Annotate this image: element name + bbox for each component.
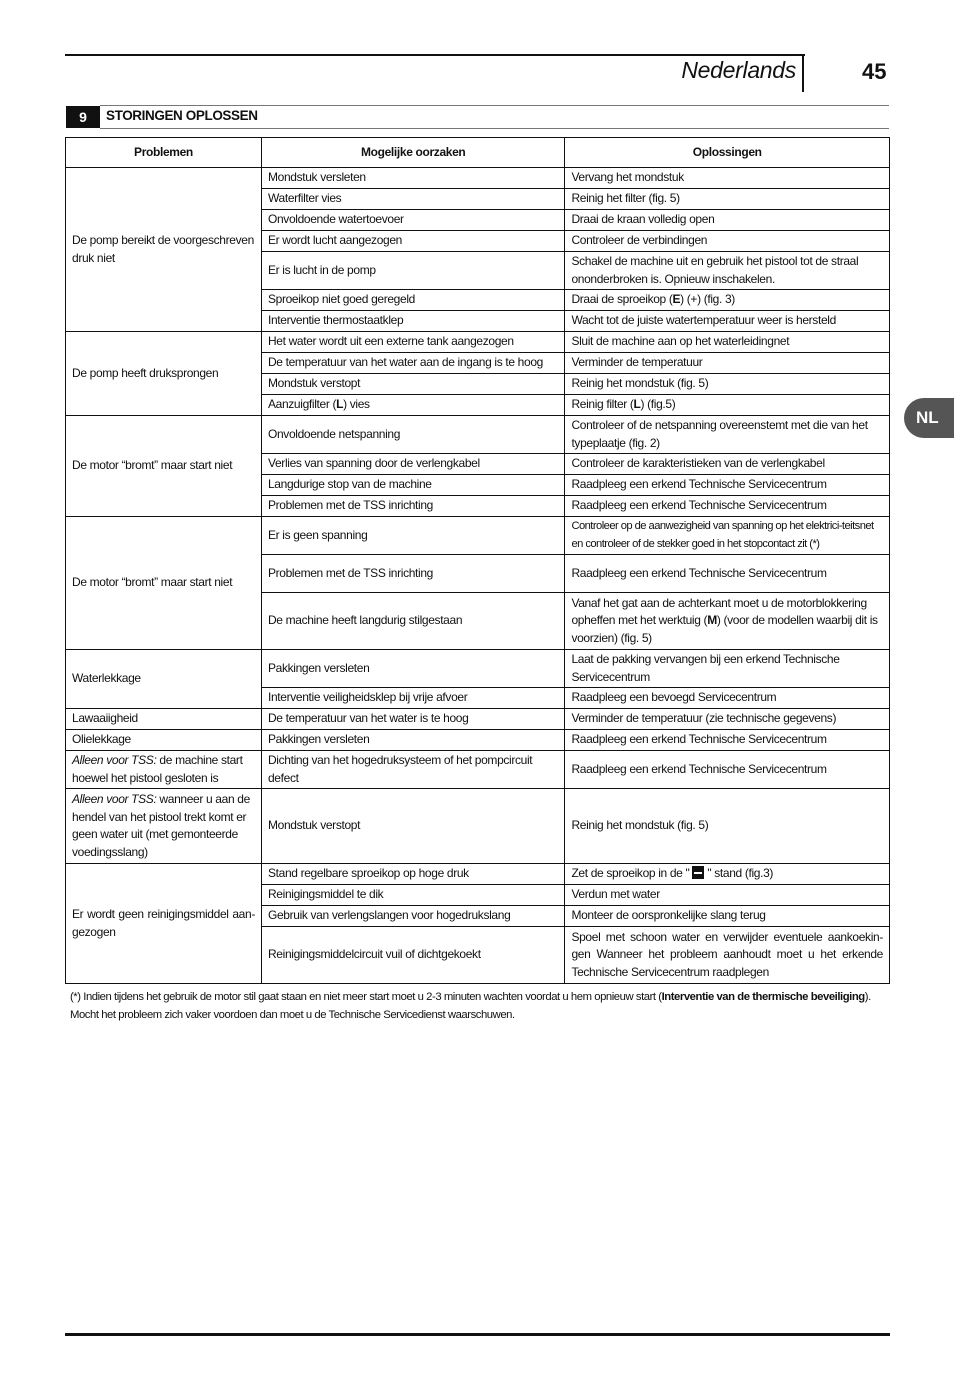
cause-text-part: ) vies	[343, 397, 370, 412]
cause-cell: Onvoldoende watertoevoer	[261, 210, 564, 231]
solution-text-part: ) (+) (fig. 3)	[680, 292, 735, 307]
cause-cell: Er wordt lucht aangezogen	[261, 231, 564, 252]
problem-cell	[66, 751, 262, 789]
solution-cell: Wacht tot de juiste watertemperatuur weer is hersteld	[565, 311, 890, 332]
solution-text-part: Vanaf het gat aan de achterkant moet u de motorblokkering opheffen met het werktuig (	[571, 595, 867, 628]
table-row	[66, 332, 890, 353]
cause-cell: Langdurige stop van de machine	[261, 475, 564, 496]
cause-cell: Problemen met de TSS inrichting	[261, 555, 564, 593]
cause-text-part: Aanzuigfilter (	[267, 397, 337, 412]
column-header-problems: Problemen	[66, 138, 262, 168]
cause-cell: Gebruik van verlengslangen voor hogedrukslang	[261, 906, 564, 927]
solution-cell	[565, 290, 890, 311]
problem-cell: De pomp heeft druksprongen	[66, 332, 262, 416]
section-title: STORINGEN OPLOSSEN	[106, 108, 258, 123]
solution-text-part: " stand (fig.3)	[704, 866, 774, 881]
problem-cell	[66, 789, 262, 864]
footnote-line2: Mocht het probleem zich vaker voordoen dan moet u de Technische Servicedienst waarschuwen.	[70, 1009, 515, 1021]
solution-cell: Sluit de machine aan op het waterleidingnet	[565, 332, 890, 353]
footnote-end: ).	[864, 991, 871, 1003]
solution-cell: Raadpleeg een bevoegd Servicecentrum	[565, 688, 890, 709]
solution-text-part: ) (voor de modellen waarbij dit is voorzien) (fig. 5)	[571, 613, 878, 645]
solution-cell: Verminder de temperatuur	[565, 353, 890, 374]
solution-cell	[565, 395, 890, 416]
solution-text-part: Zet de sproeikop in de "	[571, 866, 693, 881]
language-side-tab: NL	[904, 398, 954, 438]
solution-cell: Verdun met water	[565, 885, 890, 906]
cause-cell: Dichting van het hogedruksysteem of het pompcircuit defect	[261, 751, 564, 789]
solution-cell: Laat de pakking vervangen bij een erkend Technische Servicecentrum	[565, 650, 890, 688]
problem-cell: Er wordt geen reinigingsmiddel aan-gezogen	[66, 864, 262, 984]
solution-cell: Spoel met schoon water en verwijder eventuele aankoekin-gen Wanneer het probleem aanhoudt moet u het erkende Technische Servicecentrum raadplegen	[565, 927, 890, 984]
cause-cell: De temperatuur van het water aan de ingang is te hoog	[261, 353, 564, 374]
troubleshooting-table	[65, 137, 890, 984]
table-row	[66, 864, 890, 885]
cause-cell: Stand regelbare sproeikop op hoge druk	[261, 864, 564, 885]
problem-cell: Olielekkage	[66, 730, 262, 751]
footer-rule	[65, 1333, 890, 1336]
tss-prefix: Alleen voor TSS:	[72, 753, 157, 767]
solution-cell: Monteer de oorspronkelijke slang terug	[565, 906, 890, 927]
solution-cell: Vervang het mondstuk	[565, 168, 890, 189]
table-header-row	[66, 138, 890, 168]
table-row	[66, 650, 890, 688]
solution-cell: Controleer of de netspanning overeenstemt met die van het typeplaatje (fig. 2)	[565, 416, 890, 454]
footnote-text: (*) Indien tijdens het gebruik de motor stil gaat staan en niet meer start moet u 2-3 minuten wachten voordat u hem opnieuw start (	[70, 991, 662, 1003]
cause-cell: Het water wordt uit een externe tank aangezogen	[261, 332, 564, 353]
tss-prefix: Alleen voor TSS:	[72, 792, 157, 806]
part-letter-m: M	[707, 613, 717, 628]
solution-cell: Verminder de temperatuur (zie technische gegevens)	[565, 709, 890, 730]
solution-cell: Schakel de machine uit en gebruik het pistool tot de straal ononderbroken is. Opnieuw inschakelen.	[565, 252, 890, 290]
solution-cell: Reinig het mondstuk (fig. 5)	[565, 789, 890, 864]
problem-cell: De pomp bereikt de voorgeschreven druk niet	[66, 168, 262, 332]
table-row	[66, 416, 890, 454]
cause-cell: Sproeikop niet goed geregeld	[261, 290, 564, 311]
solution-cell: Reinig het filter (fig. 5)	[565, 189, 890, 210]
cause-cell	[261, 395, 564, 416]
column-header-causes: Mogelijke oorzaken	[261, 138, 564, 168]
solution-text-part: ) (fig.5)	[640, 397, 676, 412]
cause-cell: Problemen met de TSS inrichting	[261, 496, 564, 517]
table-row	[66, 709, 890, 730]
header-rule	[65, 54, 805, 56]
cause-cell: Pakkingen versleten	[261, 730, 564, 751]
problem-cell: Waterlekkage	[66, 650, 262, 709]
cause-cell: Reinigingsmiddel te dik	[261, 885, 564, 906]
part-letter-e: E	[672, 292, 681, 307]
solution-text-part: Reinig filter (	[571, 397, 634, 412]
solution-cell: Controleer de karakteristieken van de verlengkabel	[565, 454, 890, 475]
section-rule-top	[100, 105, 889, 106]
solution-cell: Raadpleeg een erkend Technische Servicecentrum	[565, 555, 890, 593]
column-header-solutions: Oplossingen	[565, 138, 890, 168]
solution-cell	[565, 593, 890, 650]
problem-cell: De motor “bromt” maar start niet	[66, 517, 262, 650]
header-divider	[802, 56, 804, 92]
solution-cell: Raadpleeg een erkend Technische Servicecentrum	[565, 751, 890, 789]
language-title: Nederlands	[681, 57, 796, 83]
problem-cell: Lawaaiigheid	[66, 709, 262, 730]
cause-cell: Mondstuk verstopt	[261, 374, 564, 395]
problem-cell: De motor “bromt” maar start niet	[66, 416, 262, 517]
page-number: 45	[862, 59, 887, 84]
cause-cell: Mondstuk verstopt	[261, 789, 564, 864]
cause-cell: Interventie thermostaatklep	[261, 311, 564, 332]
part-letter-l: L	[336, 397, 344, 412]
cause-cell: Waterfilter vies	[261, 189, 564, 210]
solution-cell: Controleer op de aanwezigheid van spanning op het elektrici-teitsnet en controleer of de stekker goed in het stopcontact zit (*)	[565, 517, 890, 555]
solution-cell: Raadpleeg een erkend Technische Servicecentrum	[565, 730, 890, 751]
solution-cell: Draai de kraan volledig open	[565, 210, 890, 231]
footnote-bold: Interventie van de thermische beveiliging	[661, 991, 865, 1003]
cause-cell: Reinigingsmiddelcircuit vuil of dichtgekoekt	[261, 927, 564, 984]
cause-cell: Pakkingen versleten	[261, 650, 564, 688]
table-row	[66, 730, 890, 751]
problem-text: wanneer u aan de hendel van het pistool trekt komt er geen water uit (met gemonteerde voedingsslang)	[72, 792, 250, 859]
solution-cell: Raadpleeg een erkend Technische Servicecentrum	[565, 475, 890, 496]
cause-cell: De machine heeft langdurig stilgestaan	[261, 593, 564, 650]
cause-cell: De temperatuur van het water is te hoog	[261, 709, 564, 730]
solution-cell: Reinig het mondstuk (fig. 5)	[565, 374, 890, 395]
minus-icon	[692, 866, 704, 879]
cause-cell: Er is geen spanning	[261, 517, 564, 555]
cause-cell: Interventie veiligheidsklep bij vrije afvoer	[261, 688, 564, 709]
table-row	[66, 789, 890, 864]
cause-cell: Er is lucht in de pomp	[261, 252, 564, 290]
part-letter-l: L	[633, 397, 641, 412]
section-rule-bottom	[100, 128, 889, 129]
problem-text: de machine start hoewel het pistool gesloten is	[72, 753, 243, 785]
solution-cell: Controleer de verbindingen	[565, 231, 890, 252]
table-row	[66, 751, 890, 789]
solution-cell	[565, 864, 890, 885]
table-row	[66, 517, 890, 555]
cause-cell: Mondstuk versleten	[261, 168, 564, 189]
section-number: 9	[66, 106, 100, 128]
footnote	[70, 988, 890, 1024]
cause-cell: Onvoldoende netspanning	[261, 416, 564, 454]
solution-text-part: Draai de sproeikop (	[571, 292, 673, 307]
cause-cell: Verlies van spanning door de verlengkabel	[261, 454, 564, 475]
solution-cell: Raadpleeg een erkend Technische Servicecentrum	[565, 496, 890, 517]
table-row	[66, 168, 890, 189]
